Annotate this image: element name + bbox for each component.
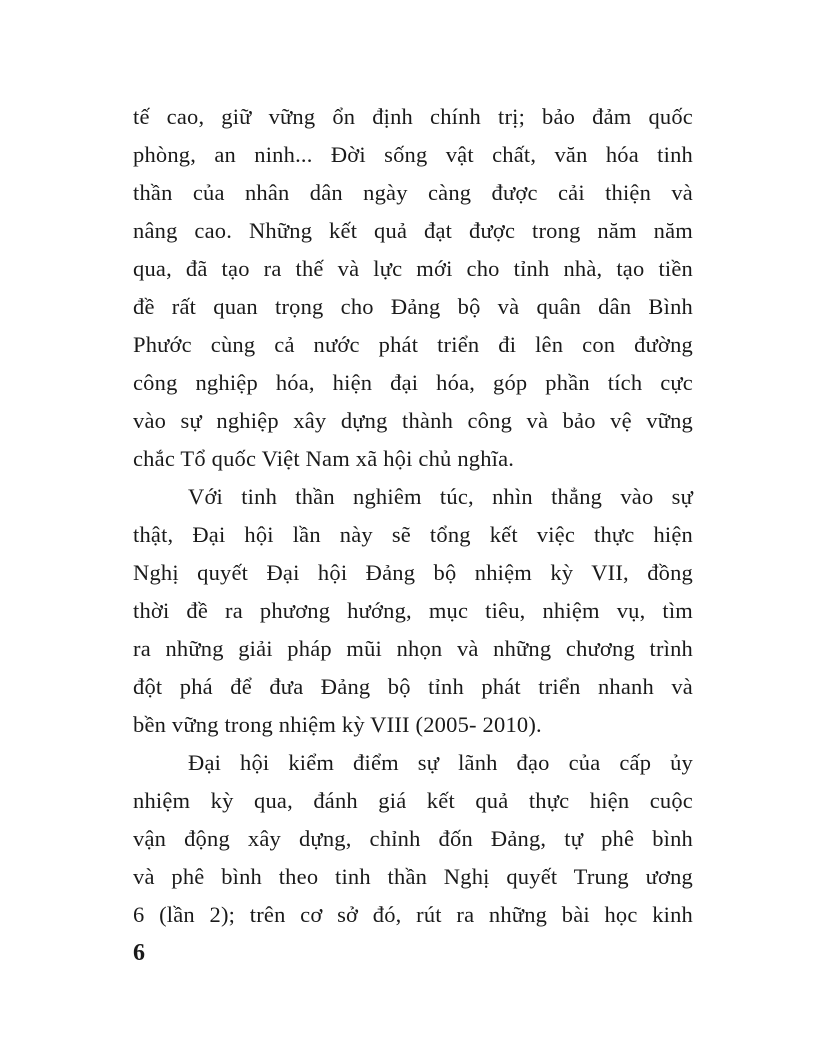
page-number: 6 [133, 940, 145, 966]
text-line: ra những giải pháp mũi nhọn và những chương trình [133, 636, 693, 661]
text-line: thật, Đại hội lần này sẽ tổng kết việc thực hiện [133, 522, 693, 547]
text-line: công nghiệp hóa, hiện đại hóa, góp phần tích cực [133, 370, 693, 395]
text-line: phòng, an ninh... Đời sống vật chất, văn hóa tinh [133, 142, 693, 167]
text-line: và phê bình theo tinh thần Nghị quyết Trung ương [133, 864, 693, 889]
text-line: đột phá để đưa Đảng bộ tỉnh phát triển nhanh và [133, 674, 693, 699]
text-line: bền vững trong nhiệm kỳ VIII (2005- 2010). [133, 712, 542, 737]
text-line: thần của nhân dân ngày càng được cải thiện và [133, 180, 693, 205]
text-line: Nghị quyết Đại hội Đảng bộ nhiệm kỳ VII, đồng [133, 560, 693, 585]
text-line: tế cao, giữ vững ổn định chính trị; bảo đảm quốc [133, 104, 693, 129]
text-line: chắc Tổ quốc Việt Nam xã hội chủ nghĩa. [133, 446, 515, 471]
text-line: nhiệm kỳ qua, đánh giá kết quả thực hiện cuộc [133, 788, 693, 813]
text-line: đề rất quan trọng cho Đảng bộ và quân dân Bình [133, 294, 693, 319]
text-line: Đại hội kiểm điểm sự lãnh đạo của cấp ủy [188, 750, 693, 775]
text-line: qua, đã tạo ra thế và lực mới cho tỉnh nhà, tạo tiền [133, 256, 693, 281]
text-line: 6 (lần 2); trên cơ sở đó, rút ra những bài học kinh [133, 902, 693, 927]
text-line: nâng cao. Những kết quả đạt được trong năm năm [133, 218, 693, 243]
text-line: Với tinh thần nghiêm túc, nhìn thẳng vào sự [188, 484, 693, 509]
text-line: thời đề ra phương hướng, mục tiêu, nhiệm vụ, tìm [133, 598, 693, 623]
body-text [133, 98, 693, 934]
text-line: vận động xây dựng, chỉnh đốn Đảng, tự phê bình [133, 826, 693, 851]
text-line: vào sự nghiệp xây dựng thành công và bảo vệ vững [133, 408, 693, 433]
text-line: Phước cùng cả nước phát triển đi lên con đường [133, 332, 693, 357]
